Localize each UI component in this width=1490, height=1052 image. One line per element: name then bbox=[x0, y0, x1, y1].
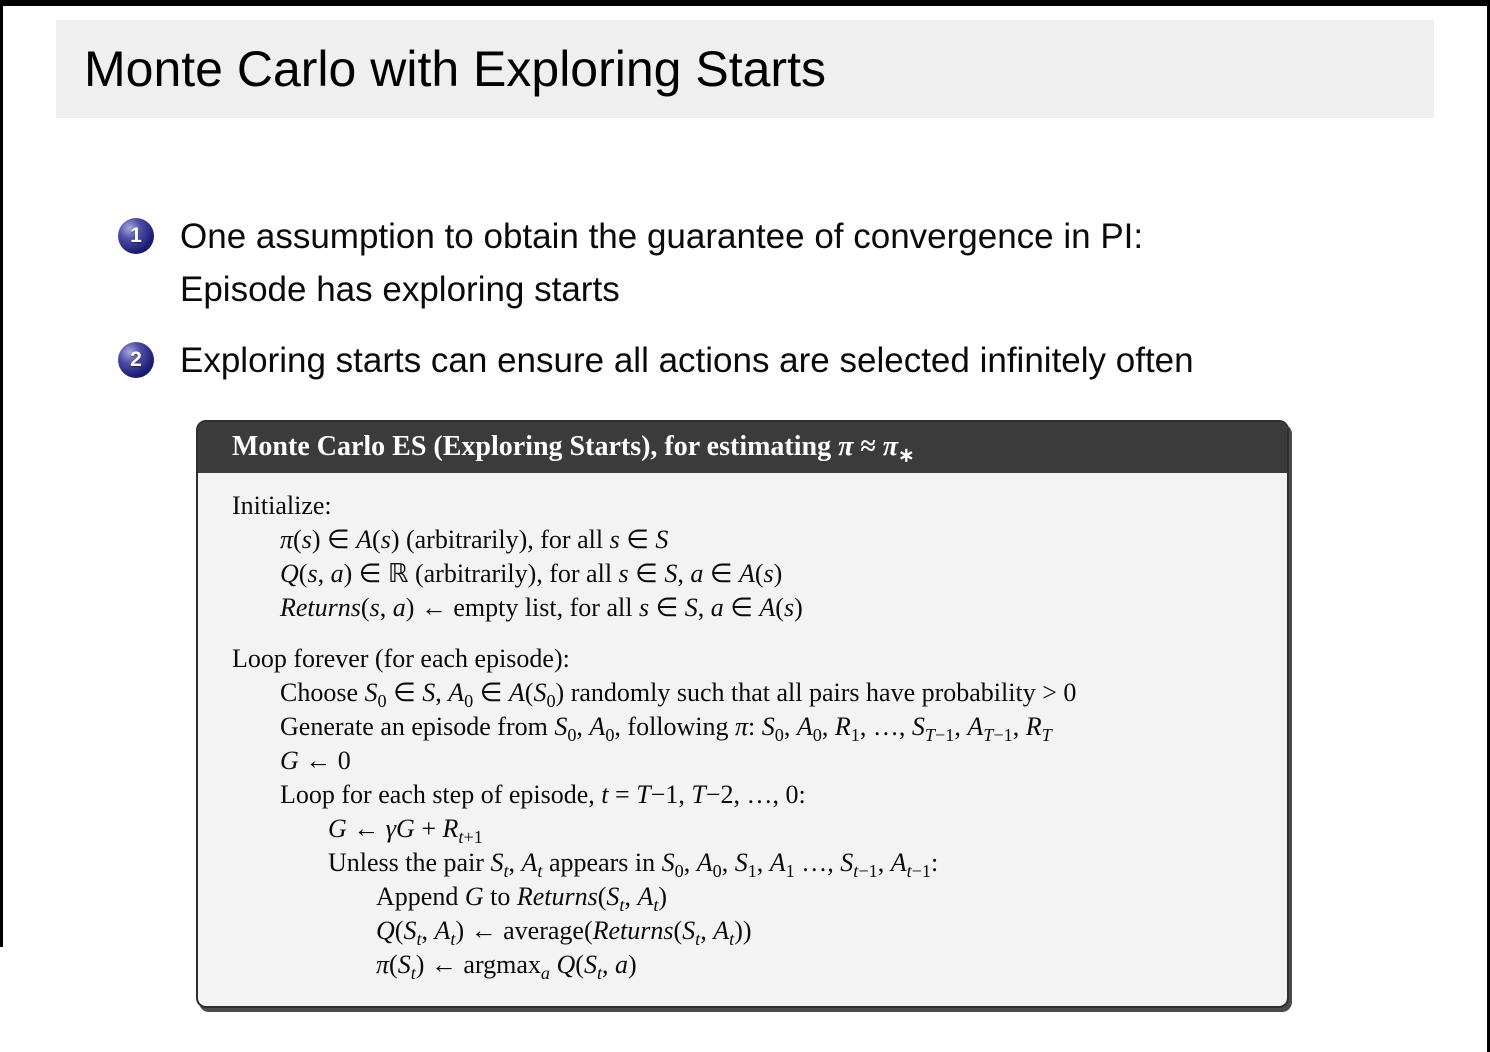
algorithm-line: π(s) ∈ A(s) (arbitrarily), for all s ∈ S bbox=[280, 525, 669, 554]
algorithm-line: G ← $\gamma G + R_{t+1}$ bbox=[328, 814, 483, 848]
algorithm-line: $Q(S_t$, $A_t$) ← $average(Returns(S_t$, $A_t$)) bbox=[376, 916, 752, 950]
algorithm-line: Loop forever (for each episode): bbox=[232, 644, 570, 673]
algorithm-line: Initialize: bbox=[232, 491, 332, 520]
algorithm-body bbox=[198, 473, 1287, 1006]
frame-border-top bbox=[0, 0, 1490, 6]
algorithm-line: Generate an episode from $S_0$, $A_0$, following π: $S_0$, $A_0$, $R_1$, …, $S_{T-1}$, $A_{T-1}$, $R_T$ bbox=[280, 712, 1052, 746]
algorithm-line: Unless the pair $S_t$, $A_t$ appears in $S_0$, $A_0$, $S_1$, $A_1$ …, $S_{t-1}$, $A_{t-1}$: bbox=[328, 848, 939, 882]
bullet-item bbox=[118, 210, 1428, 316]
algorithm-line: Choose $S_0$ ∈ S, $A_0$ ∈ $A(S_0)$ randomly such that all pairs have probability > 0 bbox=[280, 678, 1077, 712]
algorithm-box bbox=[196, 420, 1289, 1008]
slide-title: Monte Carlo with Exploring Starts bbox=[84, 41, 826, 97]
bullet-number-badge: 1 bbox=[118, 218, 154, 254]
algorithm-line: G ← 0 bbox=[280, 746, 351, 775]
algorithm-line: Append G to $Returns(S_t$, $A_t$) bbox=[376, 882, 668, 916]
algorithm-line: Q(s, a) ∈ ℝ (arbitrarily), for all s ∈ S, a ∈ A(s) bbox=[280, 559, 783, 588]
bullet-text: Exploring starts can ensure all actions are selected infinitely often bbox=[180, 341, 1194, 381]
algorithm-line: $\pi(S_t)$ ← argmax$_a$ $Q(S_t$, a) bbox=[376, 950, 637, 984]
algorithm-line: Returns(s, a) ← empty list, for all s ∈ S, a ∈ A(s) bbox=[280, 593, 803, 622]
slide-title-bar bbox=[56, 20, 1434, 118]
bullet-list bbox=[118, 210, 1428, 406]
algorithm-line: Loop for each step of episode, t = T−1, T−2, …, 0: bbox=[280, 780, 806, 809]
bullet-text: One assumption to obtain the guarantee of convergence in PI: Episode has exploring starts bbox=[180, 217, 1144, 310]
bullet-number-badge: 2 bbox=[118, 342, 154, 378]
bullet-item bbox=[118, 334, 1428, 387]
algorithm-title: Monte Carlo ES (Exploring Starts), for estimating $\pi \approx \pi_∗$ bbox=[198, 422, 1287, 473]
frame-border-left bbox=[0, 0, 3, 947]
